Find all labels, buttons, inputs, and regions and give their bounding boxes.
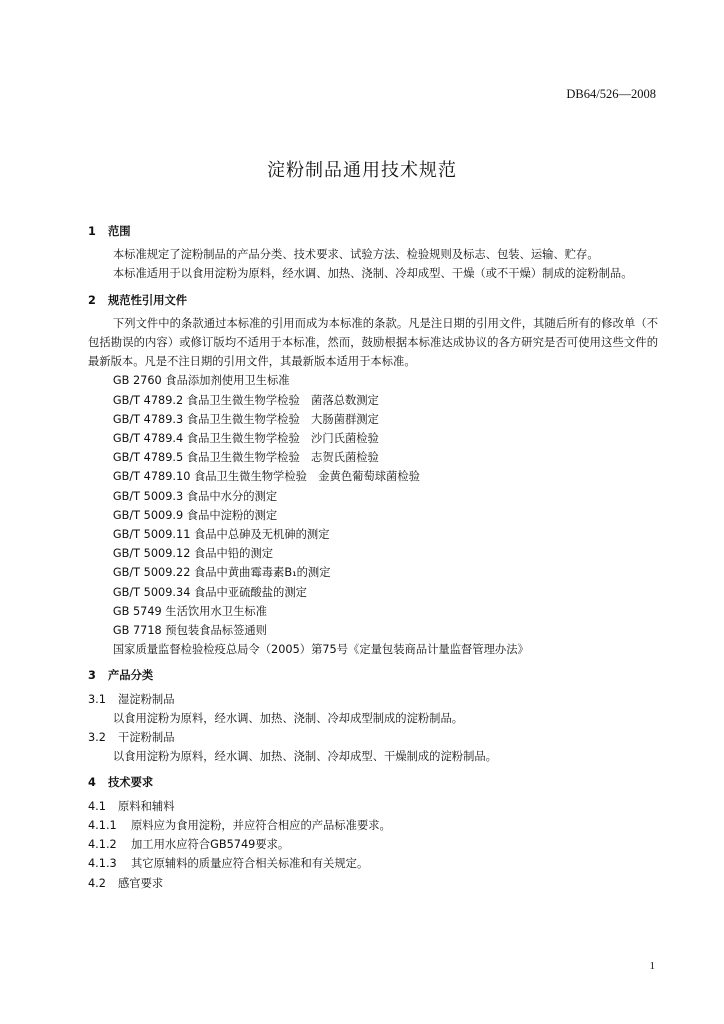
subsection-number: 3.2 — [88, 731, 106, 745]
clause-number: 4.1.3 — [88, 857, 117, 871]
reference-item: GB/T 5009.11 食品中总砷及无机砷的测定 — [112, 528, 330, 542]
page-number: 1 — [649, 960, 655, 972]
reference-item: GB/T 4789.10 食品卫生微生物学检验 金黄色葡萄球菌检验 — [112, 470, 420, 484]
subsection-heading — [88, 797, 658, 816]
reference-list — [88, 371, 658, 659]
document-body — [88, 219, 658, 893]
section-heading-classification — [88, 666, 658, 685]
subsection-heading — [88, 874, 658, 893]
section-title: 技术要求 — [108, 776, 154, 790]
subsection-title: 湿淀粉制品 — [118, 692, 175, 706]
subsection-heading — [88, 690, 658, 709]
section-heading-scope — [88, 222, 658, 241]
reference-item: GB/T 5009.9 食品中淀粉的测定 — [112, 508, 278, 522]
clause — [88, 854, 658, 873]
section-number: 3 — [88, 669, 96, 683]
section-heading-references — [88, 291, 658, 310]
section-title: 规范性引用文件 — [108, 293, 188, 307]
reference-item: GB/T 4789.5 食品卫生微生物学检验 志贺氏菌检验 — [112, 451, 379, 465]
reference-item: GB/T 5009.12 食品中铅的测定 — [112, 547, 274, 561]
clause-text: 加工用水应符合GB5749要求。 — [131, 838, 290, 852]
subsection-title: 原料和辅料 — [118, 799, 175, 813]
reference-item: 国家质量监督检验检疫总局令（2005）第75号《定量包装商品计量监督管理办法》 — [112, 643, 529, 657]
subsection-title: 感官要求 — [118, 876, 164, 890]
clause — [88, 816, 658, 835]
subsection-number: 4.1 — [88, 799, 106, 813]
clause — [88, 835, 658, 854]
clause-text: 原料应为食用淀粉，并应符合相应的产品标准要求。 — [131, 818, 391, 832]
clause-number: 4.1.1 — [88, 818, 117, 832]
reference-item: GB/T 5009.3 食品中水分的测定 — [112, 489, 278, 503]
subsection-text: 以食用淀粉为原料，经水调、加热、浇制、冷却成型制成的淀粉制品。 — [112, 711, 464, 725]
reference-item: GB/T 4789.4 食品卫生微生物学检验 沙门氏菌检验 — [112, 432, 379, 446]
clause-number: 4.1.2 — [88, 838, 117, 852]
subsection-number: 3.1 — [88, 692, 106, 706]
scope-paragraph: 本标准适用于以食用淀粉为原料，经水调、加热、浇制、冷却成型、干燥（或不干燥）制成的淀粉制品。 — [112, 267, 633, 281]
subsection-number: 4.2 — [88, 876, 106, 890]
document-code: DB64/526—2008 — [566, 87, 656, 101]
references-intro: 下列文件中的条款通过本标准的引用而成为本标准的条款。凡是注日期的引用文件，其随后所有的修改单（不包括勘误的内容）或修订版均不适用于本标准，然而，鼓励根据本标准达成协议的各方研究是否可使用这些文件的最新版本。凡是不注日期的引用文件，其最新版本适用于本标准。 — [88, 316, 658, 369]
section-number: 2 — [88, 293, 96, 307]
section-heading-requirements — [88, 773, 658, 792]
section-number: 4 — [88, 776, 96, 790]
section-title: 产品分类 — [108, 669, 154, 683]
reference-item: GB/T 5009.22 食品中黄曲霉毒素B₁的测定 — [112, 566, 331, 580]
reference-item: GB/T 5009.34 食品中亚硫酸盐的测定 — [112, 585, 307, 599]
reference-item: GB 5749 生活饮用水卫生标准 — [112, 604, 267, 618]
scope-paragraph: 本标准规定了淀粉制品的产品分类、技术要求、试验方法、检验规则及标志、包装、运输、贮存。 — [112, 248, 599, 262]
reference-item: GB 7718 预包装食品标签通则 — [112, 624, 267, 638]
subsection-title: 干淀粉制品 — [118, 731, 175, 745]
section-title: 范围 — [108, 225, 131, 238]
reference-item: GB 2760 食品添加剂使用卫生标准 — [112, 374, 290, 388]
clause-text: 其它原辅料的质量应符合相关标准和有关规定。 — [131, 857, 369, 871]
reference-item: GB/T 4789.2 食品卫生微生物学检验 菌落总数测定 — [112, 393, 379, 407]
section-number: 1 — [88, 225, 96, 238]
subsection-heading — [88, 728, 658, 747]
document-title: 淀粉制品通用技术规范 — [267, 160, 457, 181]
reference-item: GB/T 4789.3 食品卫生微生物学检验 大肠菌群测定 — [112, 412, 379, 426]
subsection-text: 以食用淀粉为原料，经水调、加热、浇制、冷却成型、干燥制成的淀粉制品。 — [112, 750, 497, 764]
